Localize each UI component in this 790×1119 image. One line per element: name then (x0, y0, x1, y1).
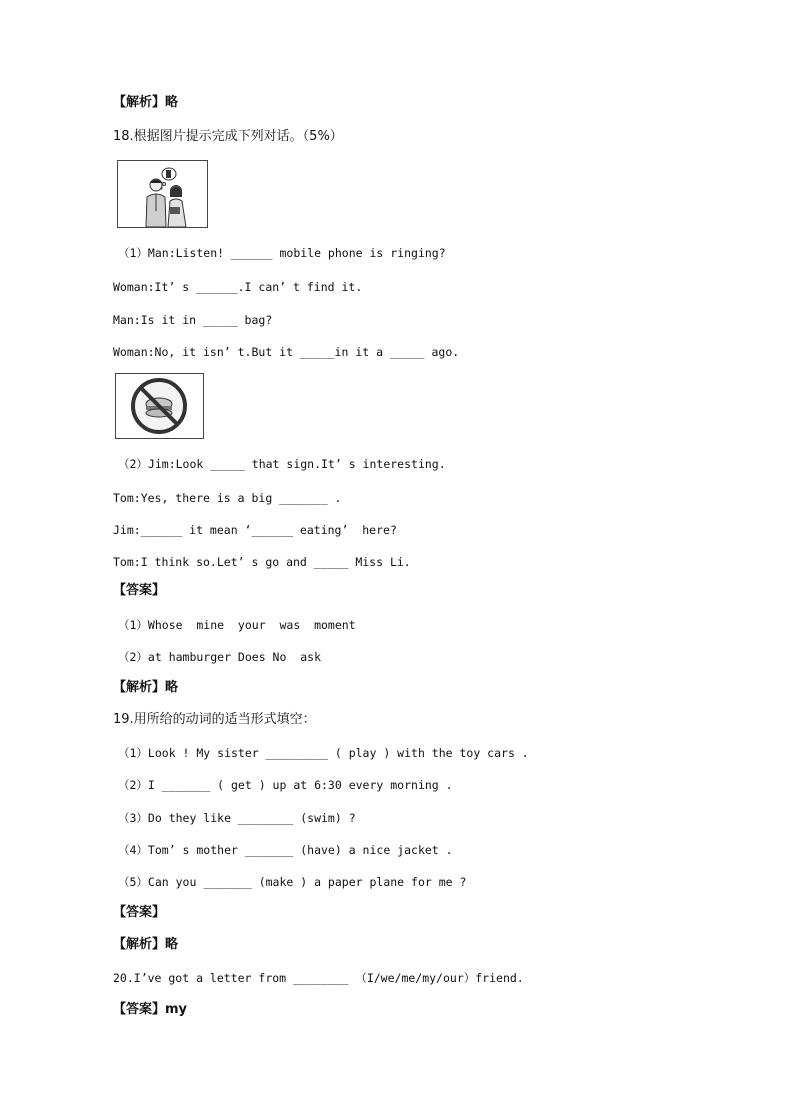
q20-title: 20.I’ve got a letter from ________ （I/we/me/my/our）friend. (113, 971, 524, 985)
q17-analysis: 【解析】略 (113, 95, 179, 110)
q19-item-5: （5）Can you _______ (make ) a paper plane for me ? (118, 875, 467, 889)
q19-title: 19.用所给的动词的适当形式填空： (113, 712, 316, 727)
q18-p2-line-4: Tom:I think so.Let’ s go and _____ Miss Li. (113, 555, 411, 569)
man-woman-phone-illustration (117, 160, 208, 228)
q18-answer-2: （2）at hamburger Does No ask (118, 650, 322, 664)
q18-p2-line-1: （2）Jim:Look _____ that sign.It’ s interesting. (118, 457, 446, 471)
q18-p1-line-3: Man:Is it in _____ bag? (113, 313, 273, 327)
q18-p1-line-4: Woman:No, it isn’ t.But it _____in it a _____ ago. (113, 345, 460, 359)
q18-answer-1: （1）Whose mine your was moment (118, 618, 356, 632)
q18-p2-line-2: Tom:Yes, there is a big _______ . (113, 491, 342, 505)
q19-analysis: 【解析】略 (113, 937, 179, 952)
q18-answer-label: 【答案】 (113, 583, 166, 598)
q19-answer-label: 【答案】 (113, 905, 166, 920)
man-woman-phone-drawing (118, 161, 207, 227)
q18-analysis: 【解析】略 (113, 680, 179, 695)
q19-item-2: （2）I _______ ( get ) up at 6:30 every morning . (118, 778, 453, 792)
no-eating-sign-illustration (115, 373, 204, 439)
no-eating-sign-drawing (116, 374, 203, 438)
q18-title: 18.根据图片提示完成下列对话。（5%） (113, 129, 343, 144)
q19-item-1: （1）Look ! My sister _________ ( play ) with the toy cars . (118, 746, 529, 760)
q18-p1-line-1: （1）Man:Listen! ______ mobile phone is ringing? (118, 246, 446, 260)
q20-answer: 【答案】my (113, 1002, 188, 1017)
q19-item-3: （3）Do they like ________ (swim) ? (118, 811, 356, 825)
q18-p2-line-3: Jim:______ it mean ‘______ eating’ here? (113, 523, 397, 537)
q18-p1-line-2: Woman:It’ s ______.I can’ t find it. (113, 280, 363, 294)
q19-item-4: （4）Tom’ s mother _______ (have) a nice jacket . (118, 843, 453, 857)
